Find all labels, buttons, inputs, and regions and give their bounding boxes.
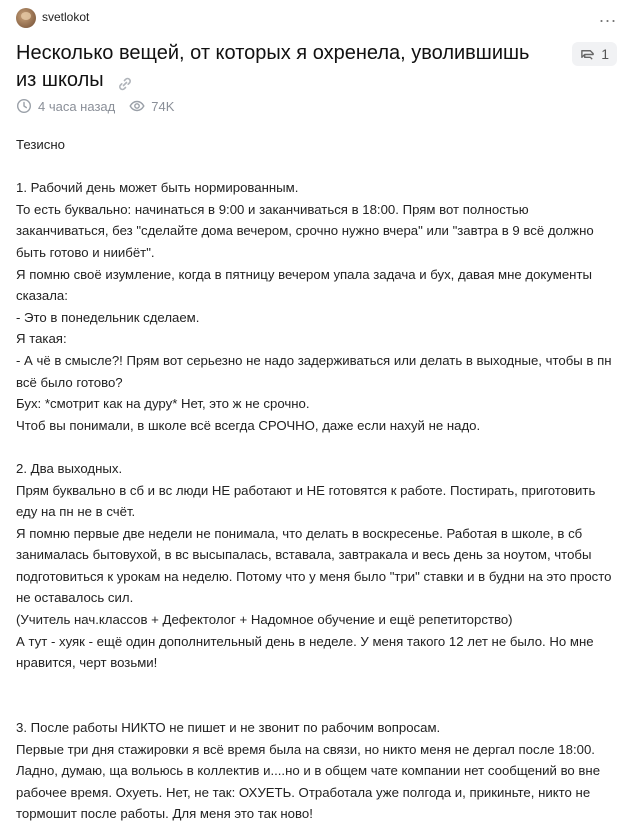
comments-button[interactable] [572,42,617,66]
author-name[interactable]: svetlokot [42,10,90,24]
post-title-text: Несколько вещей, от которых я охренела, уволившишь из школы [16,42,530,91]
views-count: 74K [151,98,175,114]
post-time [16,98,115,114]
time-ago: 4 часа назад [38,98,116,114]
post-meta [16,98,188,114]
paragraph: (Учитель нач.классов + Дефектолог + Надомное обучение и ещё репетиторство) [16,612,513,628]
post-views [129,98,174,114]
paragraph: Чтоб вы понимали, в школе всё всегда СРОЧНО, даже если нахуй не надо. [16,417,481,433]
comments-count: 1 [601,46,609,62]
eye-icon [129,98,145,114]
paragraph: Первые три дня стажировки я всё время была на связи, но никто меня не дергал после 18:00. Ладно, думаю, ща вольюсь в коллектив и....но и в общем чате компании нет сообщений во вне рабочее время. Охуеть. Нет, не так: ОХУЕТЬ. Отработала уже полгода и, прикиньте, никто не тормошит после работы. Для меня это так ново! [16,741,604,822]
paragraph: Бух: *смотрит как на дуру* Нет, это ж не срочно. [16,396,310,412]
comment-icon [580,47,595,62]
post-content [16,134,616,825]
paragraph: Я помню своё изумление, когда в пятницу вечером упала задача и бух, давая мне документы сказала: [16,266,596,304]
section-title: 3. После работы НИКТО не пишет и не звонит по рабочим вопросам. [16,720,441,736]
paragraph: Я помню первые две недели не понимала, что делать в воскресенье. Работая в школе, в сб занималась бытовухой, в вс высыпалась, вставала, завтракала и весь день за ноутом, чтобы подготовиться к урокам на неделю. Потому что у меня было "три" ставки и в будни на это просто не оставалось сил. [16,525,616,606]
section-title: 1. Рабочий день может быть нормированным. [16,180,299,196]
paragraph: А тут - хуяк - ещё один дополнительный день в неделе. У меня такого 12 лет не было. Но мне нравится, черт возьми! [16,633,598,671]
clock-icon [16,98,32,114]
paragraph: Прям буквально в сб и вс люди НЕ работают и НЕ готовятся к работе. Постирать, приготовить еду на пн не в счёт. [16,482,599,520]
section-title: 2. Два выходных. [16,460,123,476]
post-title[interactable] [16,40,536,94]
paragraph: Я такая: [16,331,67,347]
paragraph: То есть буквально: начинаться в 9:00 и заканчиваться в 18:00. Прям вот полностью заканчиваться, без "сделайте дома вечером, срочно нужно вчера" или "завтра в 9 всё должно быть готово и ниибёт". [16,201,598,260]
more-options-icon[interactable]: ... [598,6,617,26]
paragraph: Тезисно [16,137,65,152]
post-header [16,8,617,32]
paragraph: - А чё в смысле?! Прям вот серьезно не надо задерживаться или делать в выходные, чтобы в пн всё было готово? [16,352,616,390]
paragraph: - Это в понедельник сделаем. [16,309,200,325]
link-icon[interactable] [117,73,133,89]
author-avatar[interactable] [16,8,36,28]
